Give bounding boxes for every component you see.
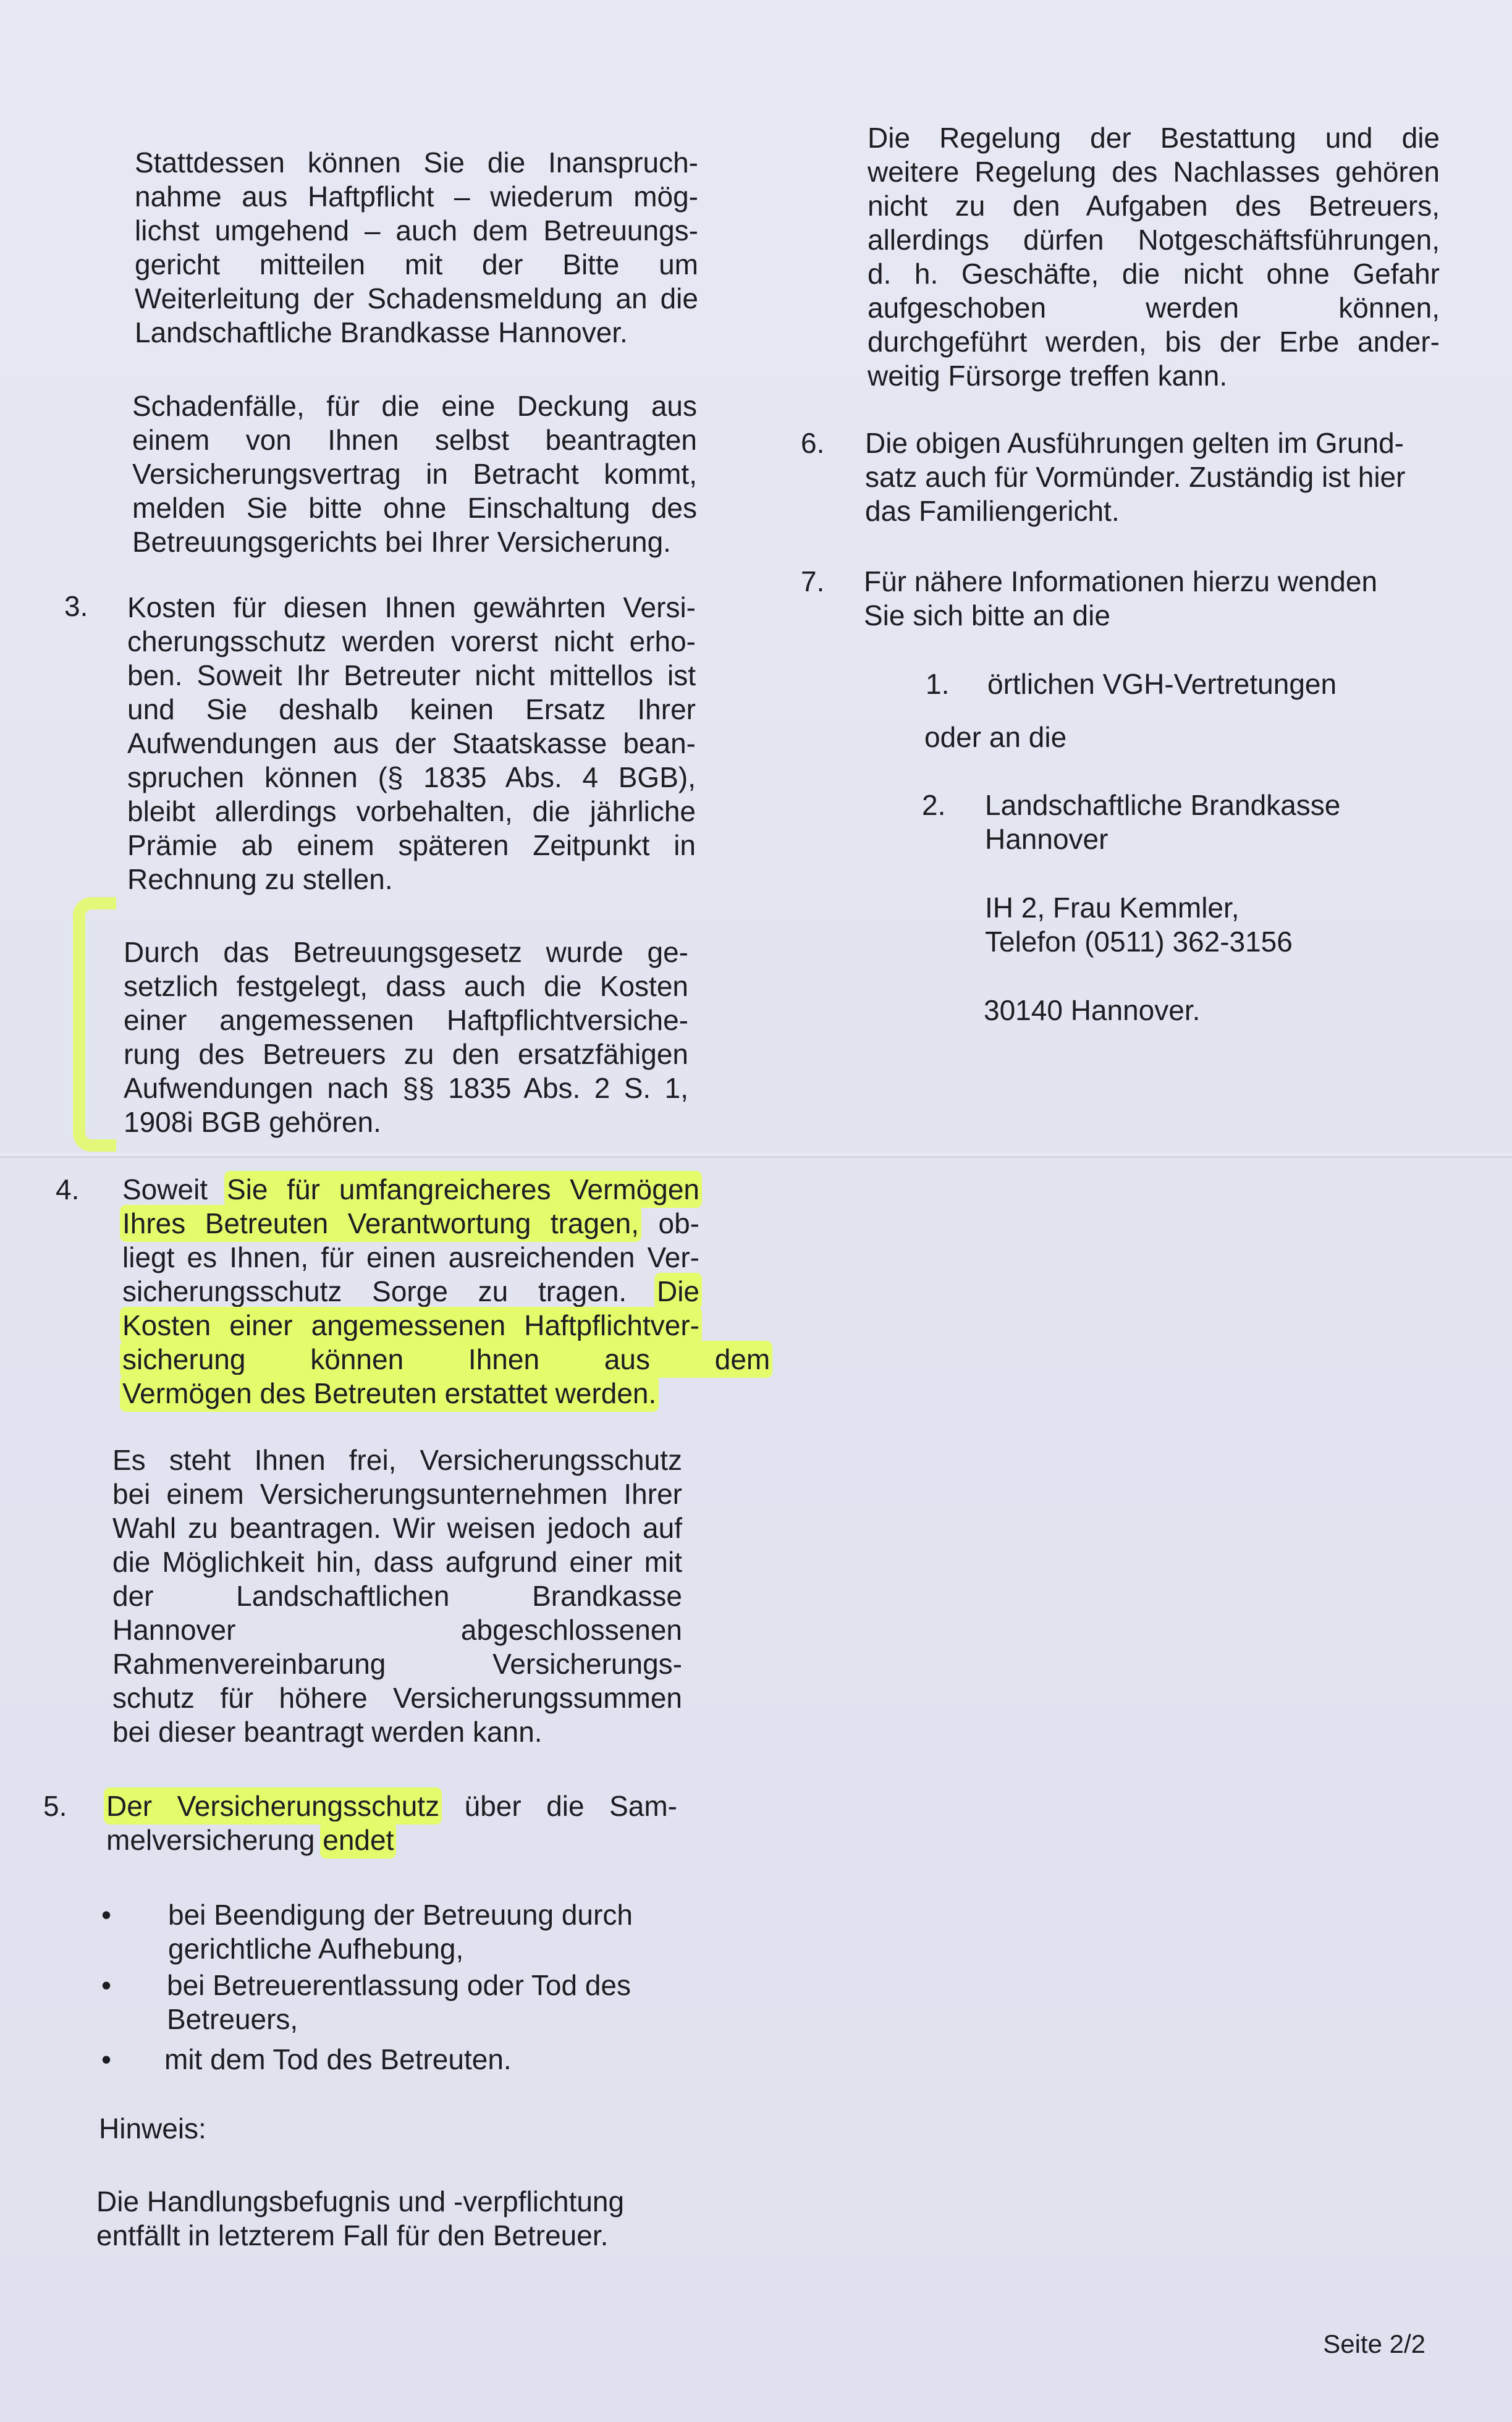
- text-line: Rechnung zu stellen.: [127, 863, 393, 895]
- bullet-dot: •: [101, 1899, 112, 1931]
- text-line: der Landschaftlichen Brandkasse: [112, 1580, 682, 1612]
- bullet-item-2: [167, 1968, 680, 2036]
- text-line: lichst umgehend – auch dem Betreuungs-: [135, 214, 698, 247]
- paper-fold: [0, 1154, 1512, 1158]
- text-line: Weiterleitung der Schadensmeldung an die: [135, 282, 698, 314]
- item-4-paragraph-2: [112, 1443, 682, 1749]
- text-line: Betreuungsgerichts bei Ihrer Versicherung.: [132, 526, 671, 558]
- text-line: satz auch für Vormünder. Zuständig ist hier: [865, 461, 1406, 493]
- highlight: Ihres Betreuten Verantwortung tragen,: [122, 1207, 640, 1239]
- text-line: Betreuers,: [167, 2003, 298, 2035]
- item-3-number: 3.: [64, 590, 88, 622]
- text-line: Landschaftliche Brandkasse: [985, 789, 1341, 821]
- item-5-number: 5.: [43, 1790, 67, 1822]
- text-line: Rahmenvereinbarung Versicherungs-: [112, 1648, 682, 1680]
- text-line: nahme aus Haftpflicht – wiederum mög-: [135, 180, 698, 213]
- text-line: Landschaftliche Brandkasse Hannover.: [135, 316, 628, 348]
- paragraph-stattdessen: [135, 146, 698, 350]
- sub-item-1-text: örtlichen VGH-Vertretungen: [987, 668, 1337, 700]
- highlight: Sie für umfangreicheres Vermögen: [226, 1173, 699, 1205]
- text-line: die Möglichkeit hin, dass aufgrund einer mit: [112, 1546, 682, 1578]
- text-line: aufgeschoben werden können,: [868, 292, 1440, 324]
- sub-item-2-number: 2.: [922, 789, 946, 821]
- text-line: allerdings dürfen Notgeschäftsführungen,: [868, 224, 1440, 256]
- text-line: Versicherungsvertrag in Betracht kommt,: [132, 458, 697, 490]
- item-4-text: Soweit Sie für umfangreicheres Vermögen Ihres Betreuten Verantwortung tragen, ob- liegt es Ihnen, für einen ausreichenden Ver- sicherungsschutz Sorge zu tragen. Die Kosten einer angemessenen Haftpflichtver- sicherung können Ihnen aus dem Vermögen des Betreuten erstattet werden.: [122, 1173, 771, 1409]
- text-line: Aufwendungen nach §§ 1835 Abs. 2 S. 1,: [124, 1072, 688, 1104]
- text-line: Aufwendungen aus der Staatskasse bean-: [127, 727, 696, 759]
- text-line: ben. Soweit Ihr Betreuter nicht mittellos ist: [127, 659, 696, 691]
- text-line: Die Handlungsbefugnis und -verpflichtung: [96, 2185, 625, 2217]
- text-line: bei dieser beantragt werden kann.: [112, 1716, 543, 1748]
- sub-item-1-number: 1.: [926, 668, 950, 700]
- text-line: Kosten für diesen Ihnen gewährten Versi-: [127, 591, 696, 623]
- item-3-text: [127, 591, 696, 897]
- text-line: Die obigen Ausführungen gelten im Grund-: [865, 427, 1404, 459]
- highlight: sicherung können Ihnen aus dem: [122, 1343, 771, 1375]
- text-line: Prämie ab einem späteren Zeitpunkt in: [127, 829, 696, 861]
- text-line: bei Beendigung der Betreuung durch: [168, 1899, 633, 1931]
- text-line: mit dem Tod des Betreuten.: [164, 2043, 512, 2075]
- text-line: weitere Regelung des Nachlasses gehören: [868, 156, 1440, 188]
- text-line: entfällt in letzterem Fall für den Betreuer.: [96, 2219, 609, 2251]
- text-line: durchgeführt werden, bis der Erbe ander-: [868, 326, 1440, 358]
- item-7-number: 7.: [801, 565, 825, 597]
- item-5-text: Der Versicherungsschutz über die Sam- melversicherung endet: [106, 1790, 677, 1856]
- contact-info: [985, 891, 1417, 959]
- text-line: Es steht Ihnen frei, Versicherungsschutz: [112, 1444, 682, 1476]
- text-line: Telefon (0511) 362-3156: [985, 926, 1293, 958]
- text-line: Durch das Betreuungsgesetz wurde ge-: [124, 936, 688, 968]
- text-line: gericht mitteilen mit der Bitte um: [135, 248, 698, 281]
- highlight: Der Versicherungsschutz: [106, 1790, 440, 1822]
- text-line: 1908i BGB gehören.: [124, 1106, 381, 1138]
- item-7-text: [864, 565, 1442, 633]
- city: 30140 Hannover.: [984, 994, 1201, 1026]
- text-line: einem von Ihnen selbst beantragten: [132, 424, 697, 456]
- highlight: Die: [656, 1275, 699, 1307]
- text-line: rung des Betreuers zu den ersatzfähigen: [124, 1038, 688, 1070]
- highlight-bracket: [73, 897, 116, 1152]
- page-number: Seite 2/2: [1323, 2329, 1425, 2358]
- item-3-paragraph-2: [124, 935, 688, 1139]
- text-line: spruchen können (§ 1835 Abs. 4 BGB),: [127, 761, 696, 793]
- text-line: Für nähere Informationen hierzu wenden: [864, 565, 1378, 597]
- text-line: schutz für höhere Versicherungssummen: [112, 1682, 682, 1714]
- text-line: nicht zu den Aufgaben des Betreuers,: [868, 190, 1440, 222]
- oder-an-die: oder an die: [924, 721, 1067, 753]
- bullet-dot: •: [101, 2043, 112, 2075]
- text-line: cherungsschutz werden vorerst nicht erho-: [127, 625, 696, 657]
- highlight: Kosten einer angemessenen Haftpflichtver-: [122, 1309, 699, 1341]
- text-line: Hannover: [985, 823, 1109, 855]
- highlight: endet: [323, 1824, 394, 1856]
- text-line: gerichtliche Aufhebung,: [168, 1933, 464, 1965]
- text-line: d. h. Geschäfte, die nicht ohne Gefahr: [868, 258, 1440, 290]
- bullet-item-1: [168, 1898, 681, 1966]
- bullet-item-3: [164, 2043, 677, 2077]
- paragraph-schadenfaelle: [132, 389, 697, 559]
- text-line: und Sie deshalb keinen Ersatz Ihrer: [127, 693, 696, 725]
- bullet-dot: •: [101, 1969, 112, 2001]
- item-6-number: 6.: [801, 427, 825, 459]
- item-4-number: 4.: [56, 1173, 80, 1205]
- text-line: bleibt allerdings vorbehalten, die jährliche: [127, 795, 696, 827]
- text-line: Stattdessen können Sie die Inanspruch-: [135, 146, 698, 179]
- item-6-text: [865, 426, 1443, 528]
- text-line: einer angemessenen Haftpflichtversiche-: [124, 1004, 688, 1036]
- highlight: Vermögen des Betreuten erstattet werden.: [122, 1377, 657, 1409]
- text-line: setzlich festgelegt, dass auch die Kosten: [124, 970, 688, 1002]
- paragraph-regelung: [868, 121, 1440, 393]
- text-line: weitig Fürsorge treffen kann.: [868, 360, 1228, 392]
- text-line: Die Regelung der Bestattung und die: [868, 122, 1440, 154]
- hinweis-heading: Hinweis:: [99, 2112, 206, 2145]
- text-line: bei einem Versicherungsunternehmen Ihrer: [112, 1478, 682, 1510]
- text-line: IH 2, Frau Kemmler,: [985, 892, 1240, 924]
- hinweis-text: [96, 2185, 677, 2253]
- text-line: das Familiengericht.: [865, 495, 1120, 527]
- text-line: Sie sich bitte an die: [864, 599, 1110, 631]
- text-line: melden Sie bitte ohne Einschaltung des: [132, 492, 697, 524]
- text-line: Hannover abgeschlossenen: [112, 1614, 682, 1646]
- sub-item-2-text: [985, 788, 1417, 856]
- text-line: Schadenfälle, für die eine Deckung aus: [132, 390, 697, 422]
- text-line: bei Betreuerentlassung oder Tod des: [167, 1969, 631, 2001]
- text-line: Wahl zu beantragen. Wir weisen jedoch auf: [112, 1512, 682, 1544]
